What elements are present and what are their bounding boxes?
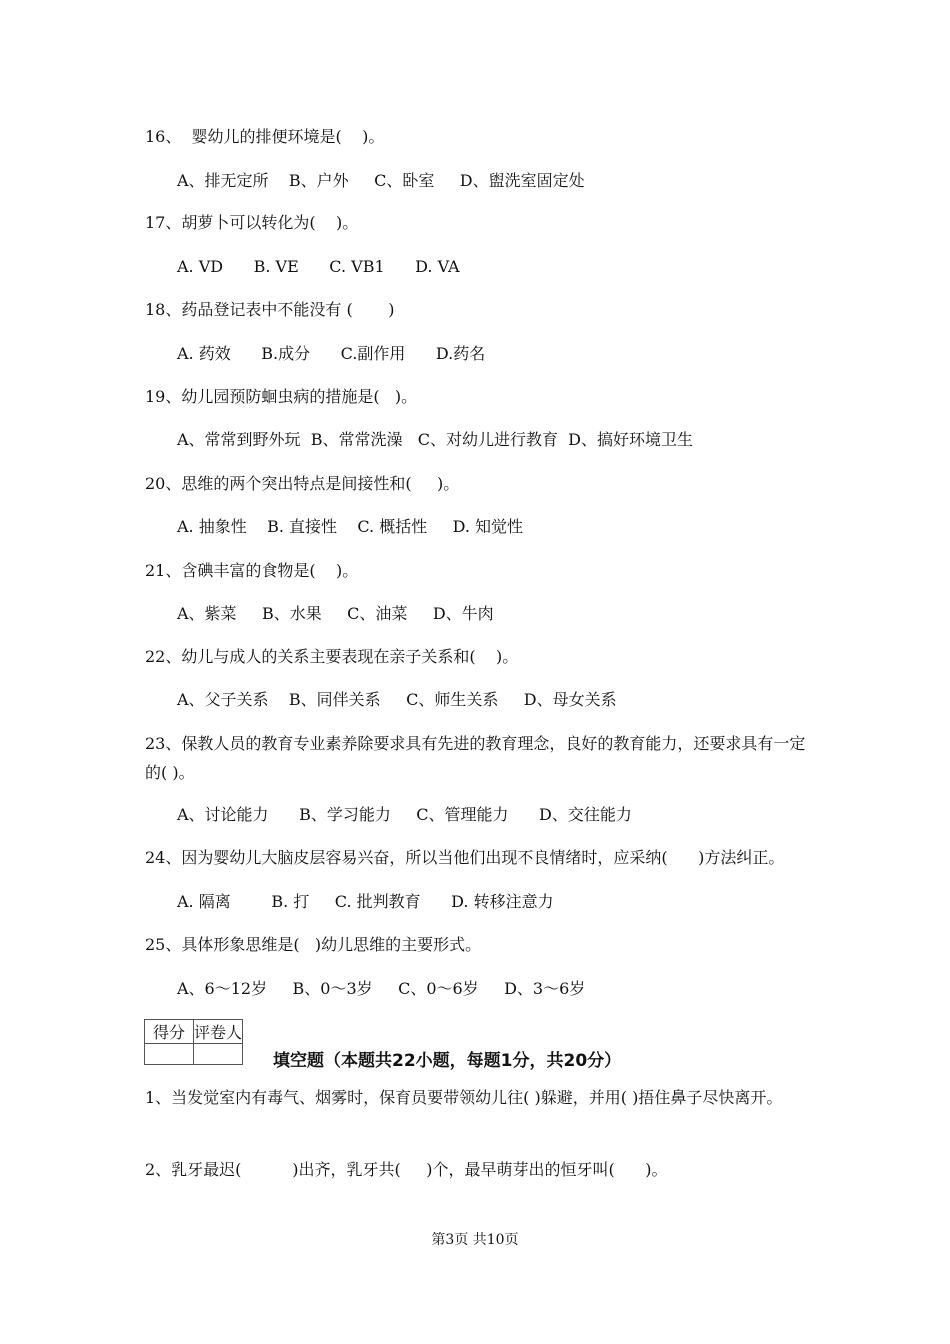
question-21-text: 21、含碘丰富的食物是( )。 — [145, 561, 359, 580]
question-23-options: A、讨论能力 B、学习能力 C、管理能力 D、交往能力 — [177, 805, 632, 824]
question-19-text: 19、幼儿园预防蛔虫病的措施是( )。 — [145, 387, 418, 406]
question-24-text: 24、因为婴幼儿大脑皮层容易兴奋，所以当他们出现不良情绪时，应采纳( )方法纠正。 — [145, 848, 785, 867]
question-16-options: A、排无定所 B、户外 C、卧室 D、盥洗室固定处 — [177, 171, 585, 190]
fill-question-2: 2、乳牙最迟( )出齐，乳牙共( )个，最早萌芽出的恒牙叫( )。 — [145, 1160, 668, 1179]
question-17-options: A. VD B. VE C. VB1 D. VA — [177, 257, 460, 276]
question-25-options: A、6～12岁 B、0～3岁 C、0～6岁 D、3～6岁 — [177, 979, 586, 998]
question-19-options: A、常常到野外玩 B、常常洗澡 C、对幼儿进行教育 D、搞好环境卫生 — [177, 430, 693, 449]
question-22-options: A、父子关系 B、同伴关系 C、师生关系 D、母女关系 — [177, 690, 617, 709]
question-21-options: A、紫菜 B、水果 C、油菜 D、牛肉 — [177, 604, 494, 623]
question-25-text: 25、具体形象思维是( )幼儿思维的主要形式。 — [145, 935, 482, 954]
question-22-text: 22、幼儿与成人的关系主要表现在亲子关系和( )。 — [145, 647, 519, 666]
score-cell — [145, 1044, 194, 1065]
question-18-text: 18、药品登记表中不能没有 ( ) — [145, 300, 395, 319]
question-23-text: 23、保教人员的教育专业素养除要求具有先进的教育理念，良好的教育能力，还要求具有一定的( )。 — [145, 734, 806, 782]
grader-cell — [194, 1044, 243, 1065]
fill-question-1: 1、当发觉室内有毒气、烟雾时，保育员要带领幼儿往( )躲避，并用( )捂住鼻子尽快离开。 — [145, 1088, 783, 1107]
question-17-text: 17、胡萝卜可以转化为( )。 — [145, 213, 359, 232]
question-24-options: A. 隔离 B. 打 C. 批判教育 D. 转移注意力 — [177, 892, 554, 911]
score-header: 得分 — [145, 1020, 194, 1044]
grader-header: 评卷人 — [194, 1020, 243, 1044]
page-footer: 第3页 共10页 — [431, 1232, 519, 1248]
question-18-options: A. 药效 B.成分 C.副作用 D.药名 — [177, 344, 486, 363]
question-20-text: 20、思维的两个突出特点是间接性和( )。 — [145, 474, 460, 493]
question-16-text: 16、 婴幼儿的排便环境是( )。 — [145, 127, 385, 146]
question-20-options: A. 抽象性 B. 直接性 C. 概括性 D. 知觉性 — [177, 517, 524, 536]
score-table — [144, 1019, 243, 1065]
section-title: 填空题（本题共22小题，每题1分，共20分） — [273, 1051, 622, 1071]
